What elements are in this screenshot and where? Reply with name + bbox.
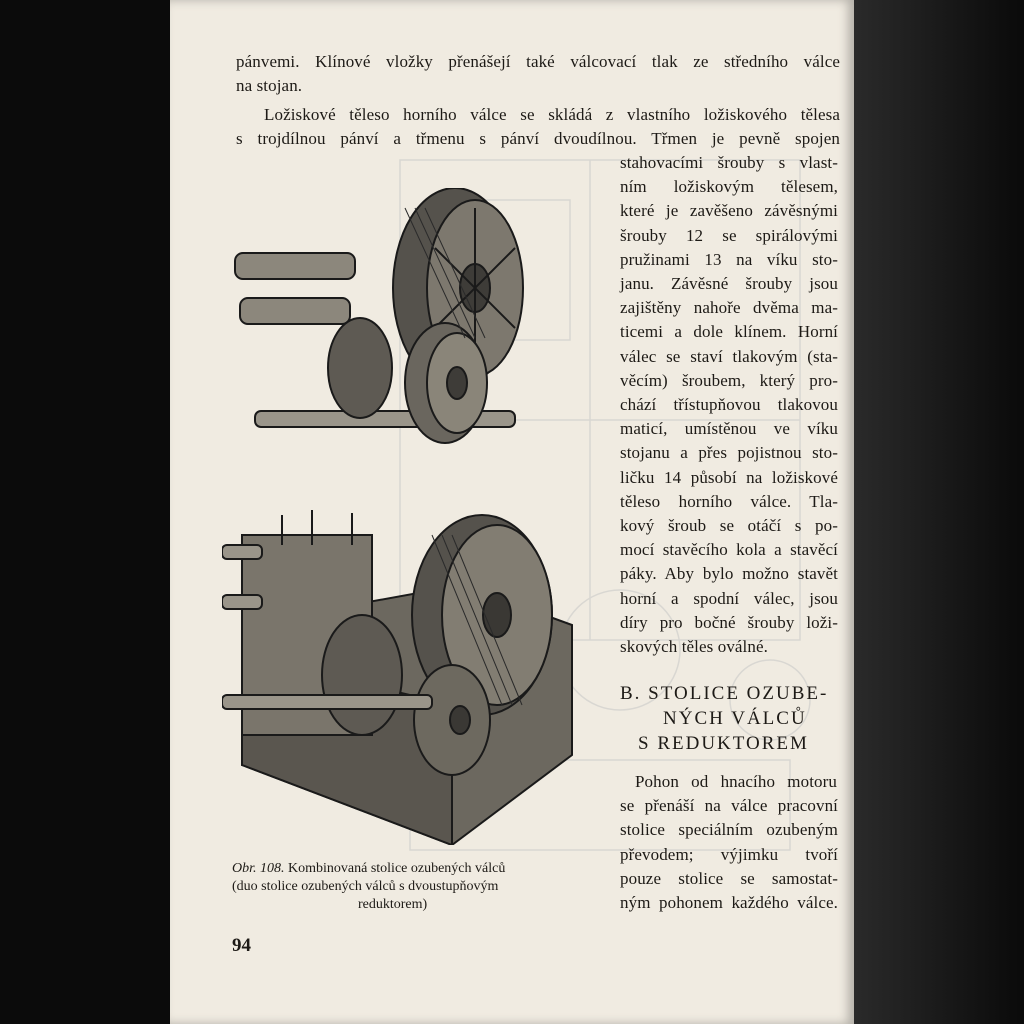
column-line: horní a spodní válec, jsou [620,588,838,608]
column-line: skových těles oválné. [620,637,768,656]
page-number: 94 [232,935,251,956]
section-heading-line: B. STOLICE OZUBE- [620,683,829,704]
column-line: ticemi a dole klínem. Horní [620,322,838,342]
column-line: pružinami 13 na víku sto- [620,249,838,269]
section-line: ným pohonem každého válce. [620,893,838,912]
body-line: s trojdílnou pánví a třmenu s pánví dvoudílnou. Třmen je pevně spojen [236,129,840,148]
section-line: stolice speciálním ozubeným [620,820,838,840]
figure-caption-line2: (duo stolice ozubených válců s dvoustupňovým [232,879,499,894]
section-line: pouze stolice se samostat- [620,868,838,888]
body-line: pánvemi. Klínové vložky přenášejí také válcovací tlak ze středního válce [236,52,840,71]
column-line: těleso horního válce. Tla- [620,491,838,511]
column-line: maticí, umístěnou ve víku [620,419,838,439]
column-line: páky. Aby bylo možno stavět [620,564,838,584]
column-line: věcím) šroubem, který pro- [620,370,838,390]
column-line: zajištěny nahoře dvěma ma- [620,298,838,318]
column-line: stahovacími šrouby s vlast- [620,153,838,172]
section-line: se přenáší na válce pracovní [620,796,838,816]
column-line: ličku 14 působí na ložiskové [620,467,838,487]
column-line: válec se staví tlakovým (sta- [620,346,838,366]
figure-caption-line3: reduktorem) [358,897,428,912]
book-spine-edge [854,0,1024,1024]
column-line: kový šroub se otáčí s po- [620,516,838,535]
column-line: které je zavěšeno závěsnými [620,201,838,221]
section-heading-line: S REDUKTOREM [638,733,809,754]
figure-caption-prefix: Obr. 108. [232,861,285,876]
section-line: převodem; výjimku tvoří [620,844,838,864]
column-line: stojanu a přes pojistnou sto- [620,443,838,463]
column-line: mocí stavěcího kola a stavěcí [620,540,838,560]
column-line: ním ložiskovým tělesem, [620,177,838,197]
figure-bottom-gear-stand [222,505,582,845]
section-heading-line: NÝCH VÁLCŮ [663,708,807,729]
figure-caption-text: Kombinovaná stolice ozubených válců [284,861,506,876]
column-line: chází třístupňovou tlakovou [620,395,838,414]
book-page [170,0,854,1024]
body-line: Ložiskové těleso horního válce se skládá z vlastního ložiskového tělesa [264,105,840,124]
column-line: díry pro bočné šrouby loži- [620,612,838,632]
column-line: janu. Závěsné šrouby jsou [620,274,838,293]
figure-caption-line1 [232,861,505,877]
body-line: na stojan. [236,76,303,95]
figure-top-gear-machine [225,188,545,458]
section-line: Pohon od hnacího motoru [635,772,837,791]
column-line: šrouby 12 se spirálovými [620,225,838,245]
